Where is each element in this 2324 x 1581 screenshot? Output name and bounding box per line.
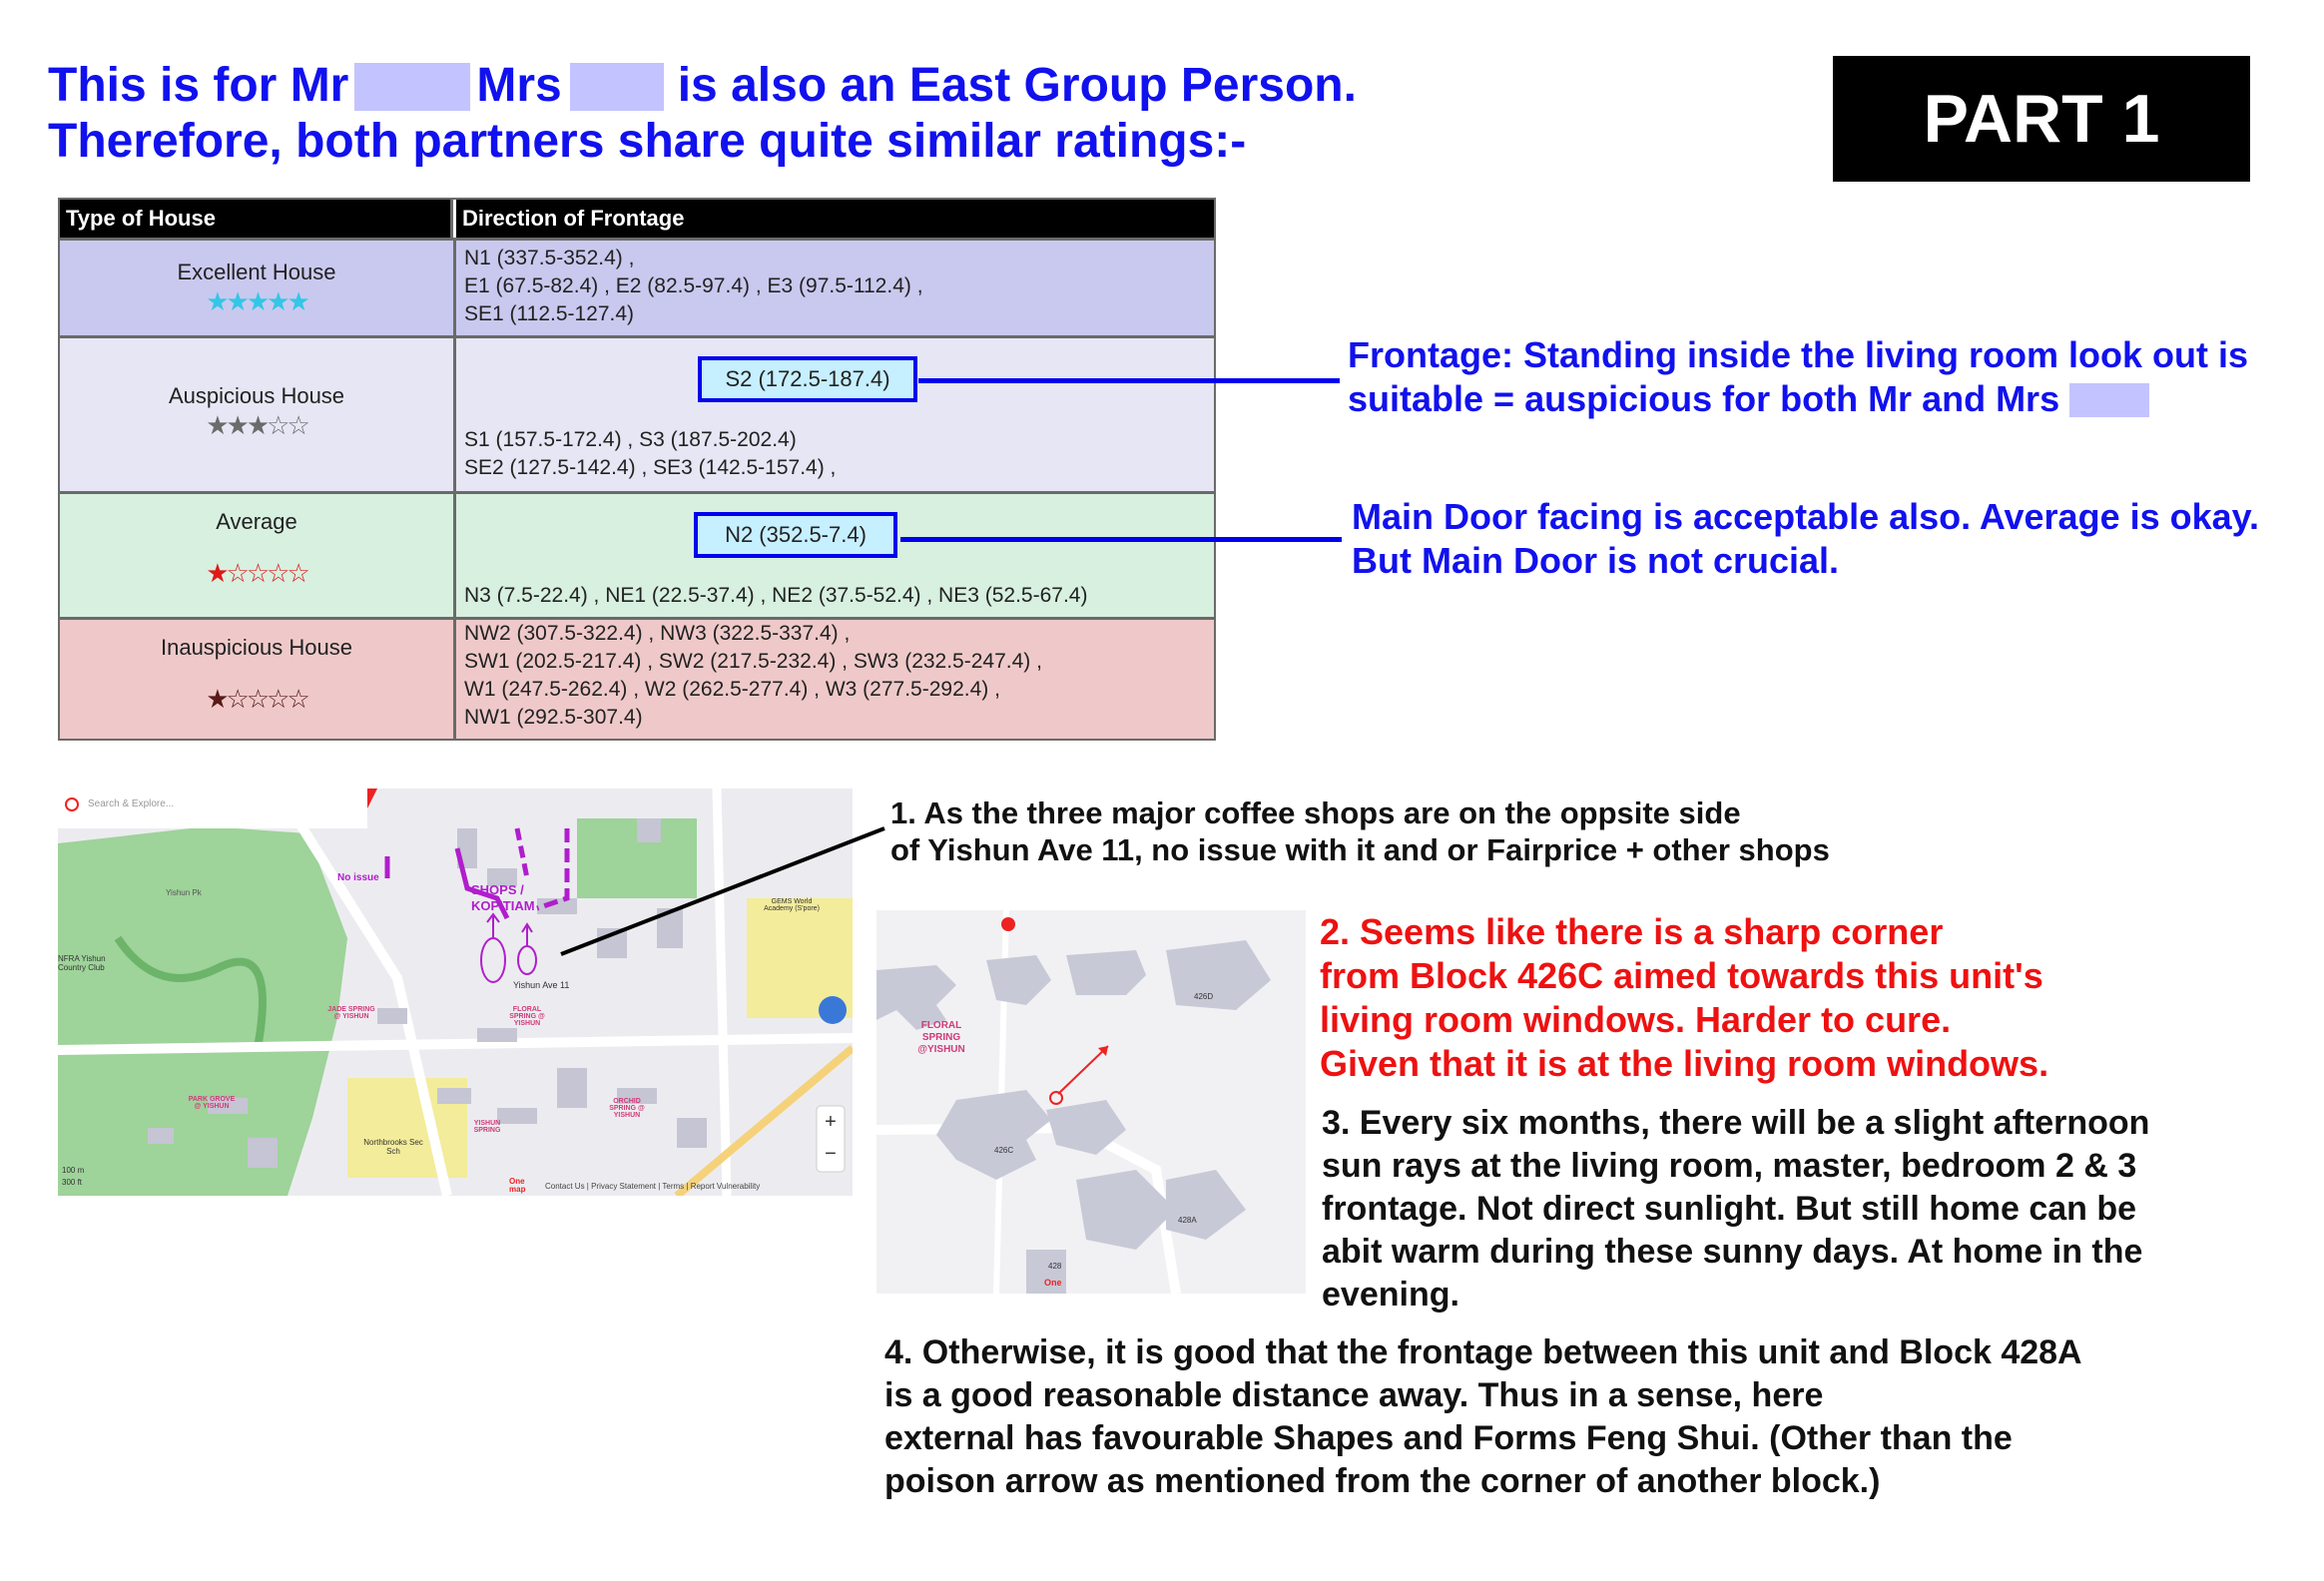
note-line: 1. As the three major coffee shops are on the oppsite side	[890, 795, 1741, 830]
map-scale-ft: 300 ft	[62, 1178, 83, 1187]
direction-line: NW1 (292.5-307.4)	[464, 706, 643, 729]
house-type-cell	[60, 338, 456, 491]
highlighted-direction-n2: N2 (352.5-7.4)	[694, 512, 897, 558]
note-line: frontage. Not direct sunlight. But still home can be	[1322, 1190, 2137, 1228]
map-label-shops: SHOPS /	[471, 882, 524, 897]
header-text-east-group: is also an East Group Person.	[677, 59, 1357, 112]
note-line: Frontage: Standing inside the living room look out is	[1348, 334, 2249, 375]
onemap-logo: One	[1044, 1278, 1062, 1288]
map2-label: 426D	[1194, 992, 1214, 1001]
note-line: from Block 426C aimed towards this unit's	[1320, 955, 2043, 996]
direction-line: SE2 (127.5-142.4) , SE3 (142.5-157.4) ,	[464, 456, 837, 479]
note-line: 2. Seems like there is a sharp corner	[1320, 911, 1944, 952]
direction-line: SE1 (112.5-127.4)	[464, 302, 635, 325]
map-label: PARK GROVE @ YISHUN	[188, 1096, 236, 1110]
note-frontage	[1348, 333, 2248, 421]
note-line: 4. Otherwise, it is good that the frontage between this unit and Block 428A	[884, 1333, 2082, 1371]
direction-line: W1 (247.5-262.4) , W2 (262.5-277.4) , W3 (277.5-292.4) ,	[464, 678, 1000, 701]
house-type-label: Excellent House	[177, 260, 336, 284]
direction-line: S1 (157.5-172.4) , S3 (187.5-202.4)	[464, 428, 797, 451]
map2-label: 428A	[1178, 1216, 1197, 1225]
direction-line: SW1 (202.5-217.4) , SW2 (217.5-232.4) , SW3 (232.5-247.4) ,	[464, 650, 1042, 673]
note-line: living room windows. Harder to cure.	[1320, 999, 1952, 1040]
direction-line: N3 (7.5-22.4) , NE1 (22.5-37.4) , NE2 (37.5-52.4) , NE3 (52.5-67.4)	[464, 584, 1088, 607]
star-rating: ★★★★★	[206, 286, 307, 316]
map-label: GEMS World Academy (S'pore)	[764, 898, 820, 912]
direction-cell	[456, 494, 1214, 617]
note-line: Main Door facing is acceptable also. Average is okay.	[1352, 496, 2259, 537]
header-text-mrs: Mrs	[476, 59, 562, 112]
table-row-excellent	[60, 238, 1214, 335]
map-label: YISHUN SPRING	[473, 1120, 501, 1134]
house-type-cell	[60, 241, 456, 335]
map-label: Yishun Pk	[166, 888, 202, 897]
direction-line: N1 (337.5-352.4) ,	[464, 247, 635, 269]
table-row-auspicious	[60, 335, 1214, 491]
table-header-direction: Direction of Frontage	[456, 200, 1214, 238]
direction-line: E1 (67.5-82.4) , E2 (82.5-97.4) , E3 (97.5-112.4) ,	[464, 274, 923, 297]
note-line: evening.	[1322, 1276, 1459, 1314]
direction-line: NW2 (307.5-322.4) , NW3 (322.5-337.4) ,	[464, 622, 851, 645]
note-line: poison arrow as mentioned from the corner of another block.)	[884, 1462, 1881, 1500]
table-header-type: Type of House	[60, 200, 453, 238]
note-2	[1320, 910, 2048, 1086]
redacted-name-mrs	[570, 63, 664, 111]
house-type-label: Average	[216, 509, 297, 534]
star-rating: ★☆☆☆☆	[206, 558, 307, 588]
connector-main-door	[900, 537, 1342, 542]
map-closeup[interactable]	[876, 910, 1306, 1294]
map-closeup-graphics	[876, 910, 1306, 1294]
map-scale-m: 100 m	[62, 1166, 85, 1175]
part-badge: PART 1	[1833, 56, 2250, 182]
map2-label: 428	[1048, 1262, 1062, 1271]
pointer-line-note1	[559, 818, 888, 958]
map-label: JADE SPRING @ YISHUN	[327, 1006, 375, 1020]
note-line: is a good reasonable distance away. Thus in a sense, here	[884, 1376, 1824, 1414]
location-button	[819, 996, 847, 1024]
map-label-no-issue: No issue	[337, 872, 379, 883]
redacted-name-mr	[354, 63, 470, 111]
direction-cell	[456, 620, 1214, 739]
connector-frontage	[918, 378, 1340, 383]
note-line: sun rays at the living room, master, bedroom 2 & 3	[1322, 1147, 2137, 1185]
note-line: abit warm during these sunny days. At home in the	[1322, 1233, 2143, 1271]
note-line: external has favourable Shapes and Forms Feng Shui. (Other than the	[884, 1419, 2013, 1457]
note-3	[1322, 1102, 2149, 1317]
map-label: Northbrooks Sec Sch	[363, 1138, 423, 1156]
note-line: suitable = auspicious for both Mr and Mrs	[1348, 377, 2248, 421]
map-label-kopitiam: KOPITIAM	[471, 898, 535, 913]
map-label: Yishun Ave 11	[513, 980, 570, 990]
table-row-average	[60, 491, 1214, 617]
header-text-mr: This is for Mr	[48, 59, 349, 112]
svg-text:+: +	[825, 1111, 837, 1133]
note-line: But Main Door is not crucial.	[1352, 540, 1840, 581]
map-label: FLORAL SPRING @ YISHUN	[509, 1006, 545, 1027]
house-type-cell	[60, 494, 456, 617]
note-1	[890, 794, 1830, 868]
svg-text:−: −	[825, 1143, 837, 1165]
map-label: NFRA Yishun Country Club	[58, 954, 106, 972]
map-footer-links[interactable]: Contact Us | Privacy Statement | Terms | Report Vulnerability	[545, 1182, 761, 1191]
house-type-label: Auspicious House	[168, 383, 345, 408]
note-4	[884, 1331, 2082, 1503]
direction-cell	[456, 338, 1214, 491]
header-line-1	[48, 58, 1357, 114]
highlighted-direction-s2: S2 (172.5-187.4)	[698, 356, 917, 402]
house-type-label: Inauspicious House	[160, 635, 352, 660]
table-row-inauspicious	[60, 617, 1214, 739]
note-line: Given that it is at the living room windows.	[1320, 1043, 2049, 1084]
house-type-cell	[60, 620, 456, 739]
note-line: 3. Every six months, there will be a slight afternoon	[1322, 1104, 2150, 1142]
note-main-door	[1352, 495, 2259, 583]
header-line-2: Therefore, both partners share quite similar ratings:-	[48, 115, 1247, 168]
note-line: of Yishun Ave 11, no issue with it and or Fairprice + other shops	[890, 832, 1830, 867]
star-rating: ★★★☆☆	[206, 410, 307, 440]
redacted-name	[2069, 383, 2149, 417]
onemap-logo: One map	[509, 1177, 526, 1194]
map-label: ORCHID SPRING @ YISHUN	[609, 1098, 645, 1119]
park-area	[58, 826, 347, 1196]
star-rating: ★☆☆☆☆	[206, 684, 307, 714]
map2-label: 426C	[994, 1146, 1014, 1155]
search-input[interactable]: Search & Explore...	[88, 798, 175, 809]
direction-cell	[456, 241, 1214, 335]
map2-label-floral: FLORAL SPRING @YISHUN	[917, 1020, 965, 1055]
frontage-rating-table	[58, 198, 1216, 741]
